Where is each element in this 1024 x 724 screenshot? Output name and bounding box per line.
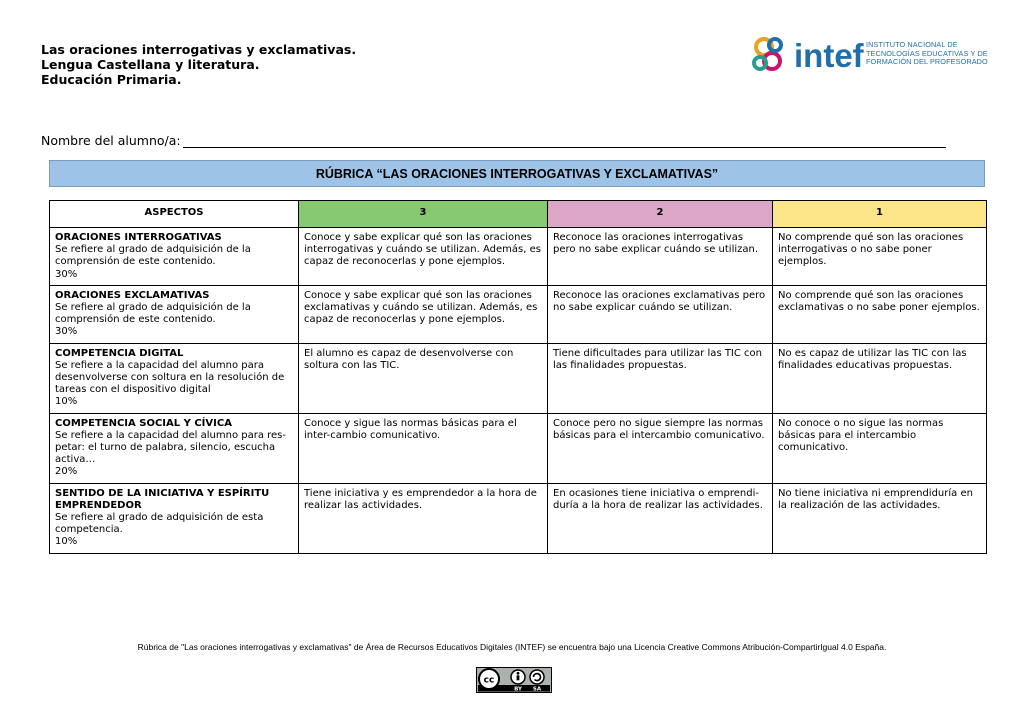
aspect-title: ORACIONES INTERROGATIVAS <box>55 232 222 243</box>
header-level-1: 1 <box>773 201 987 228</box>
level-3-cell: Conoce y sabe explicar qué son las oraciones exclamativas y cuándo se utilizan. Además, es capaz de reconocerlas y pone ejemplos. <box>299 285 548 343</box>
level-2-cell: Tiene dificultades para utilizar las TIC con las finalidades propuestas. <box>548 343 773 413</box>
header-level: Educación Primaria. <box>41 72 182 87</box>
table-row <box>50 483 987 553</box>
aspect-cell <box>50 228 299 286</box>
aspect-title: COMPETENCIA DIGITAL <box>55 347 184 359</box>
aspect-title: COMPETENCIA SOCIAL Y CÍVICA <box>55 417 232 429</box>
level-1-cell: No es capaz de utilizar las TIC con las finalidades educativas propuestas. <box>773 343 987 413</box>
student-name-label: Nombre del alumno/a: <box>41 133 181 148</box>
level-3-cell: Conoce y sigue las normas básicas para el inter-cambio comunicativo. <box>299 413 548 483</box>
aspect-title: ORACIONES EXCLAMATIVAS <box>55 289 210 301</box>
cc-sa-label: SA <box>532 686 542 693</box>
aspect-weight: 20% <box>55 466 78 478</box>
aspect-description: Se refiere al grado de adquisición de esta competencia. <box>55 512 264 536</box>
header-aspects: ASPECTOS <box>50 201 299 228</box>
cc-by-label: BY <box>514 686 522 693</box>
level-1-cell: No tiene iniciativa ni emprendiduría en la realización de las actividades. <box>773 483 987 553</box>
license-note: Rúbrica de "Las oraciones interrogativas y exclamativas" de Área de Recursos Educativos Digitales (INTEF) se encuentra bajo una Licencia Creative Commons Atribución-CompartirIgual 4.0 España. <box>137 642 887 652</box>
aspect-description: Se refiere a la capacidad del alumno para res-petar: el turno de palabra, silencio, escucha activa… <box>55 429 287 466</box>
aspect-description: Se refiere a la capacidad del alumno para desenvolverse con soltura en la resolución de tareas con el dispositivo digital <box>55 359 285 396</box>
aspect-weight: 30% <box>55 326 78 338</box>
aspect-description: Se refiere al grado de adquisición de la comprensión de este contenido. <box>55 302 251 326</box>
level-3-cell: Conoce y sabe explicar qué son las oraciones interrogativas y cuándo se utilizan. Además, es capaz de reconocerlas y pone ejemplos. <box>299 228 548 286</box>
student-name-field[interactable] <box>41 133 946 148</box>
level-1-cell: No conoce o no sigue las normas básicas para el intercambio comunicativo. <box>773 413 987 483</box>
student-name-line[interactable] <box>183 135 946 148</box>
cc-by-sa-icon[interactable] <box>476 667 552 693</box>
table-header-row <box>50 201 987 228</box>
header-level-3: 3 <box>299 201 548 228</box>
level-3-cell: Tiene iniciativa y es emprendedor a la hora de realizar las actividades. <box>299 483 548 553</box>
level-2-cell: Reconoce las oraciones interrogativas pero no sabe explicar cuándo se utilizan. <box>548 228 773 286</box>
level-1-cell: No comprende qué son las oraciones interrogativas o no sabe poner ejemplos. <box>773 228 987 286</box>
rubric-title: RÚBRICA “LAS ORACIONES INTERROGATIVAS Y EXCLAMATIVAS” <box>49 160 985 187</box>
level-2-cell: Conoce pero no sigue siempre las normas básicas para el intercambio comunicativo. <box>548 413 773 483</box>
document-header <box>41 42 356 87</box>
aspect-weight: 30% <box>55 268 78 280</box>
table-row <box>50 285 987 343</box>
aspect-description: Se refiere al grado de adquisición de la comprensión de este contenido. <box>55 244 251 268</box>
level-1-cell: No comprende qué son las oraciones exclamativas o no sabe poner ejemplos. <box>773 285 987 343</box>
rubric-table <box>49 200 987 554</box>
svg-text:cc: cc <box>483 675 495 686</box>
header-topic: Las oraciones interrogativas y exclamativas. <box>41 42 357 57</box>
table-row <box>50 343 987 413</box>
header-level-2: 2 <box>548 201 773 228</box>
level-3-cell: El alumno es capaz de desenvolverse con soltura con las TIC. <box>299 343 548 413</box>
aspect-cell <box>50 285 299 343</box>
intef-wordmark: intef <box>794 37 864 74</box>
intef-tagline: INSTITUTO NACIONAL DE TECNOLOGÍAS EDUCATIVAS Y DE FORMACIÓN DEL PROFESORADO <box>866 40 988 67</box>
header-subject: Lengua Castellana y literatura. <box>41 57 260 72</box>
aspect-title: SENTIDO DE LA INICIATIVA Y ESPÍRITU EMPRENDEDOR <box>55 487 270 511</box>
aspect-weight: 10% <box>55 396 78 408</box>
aspect-cell <box>50 343 299 413</box>
table-row <box>50 413 987 483</box>
level-2-cell: En ocasiones tiene iniciativa o emprendi-duría a la hora de realizar las actividades. <box>548 483 773 553</box>
level-2-cell: Reconoce las oraciones exclamativas pero no sabe explicar cuándo se utilizan. <box>548 285 773 343</box>
aspect-weight: 10% <box>55 536 78 548</box>
aspect-cell <box>50 413 299 483</box>
aspect-cell <box>50 483 299 553</box>
table-row <box>50 228 987 286</box>
